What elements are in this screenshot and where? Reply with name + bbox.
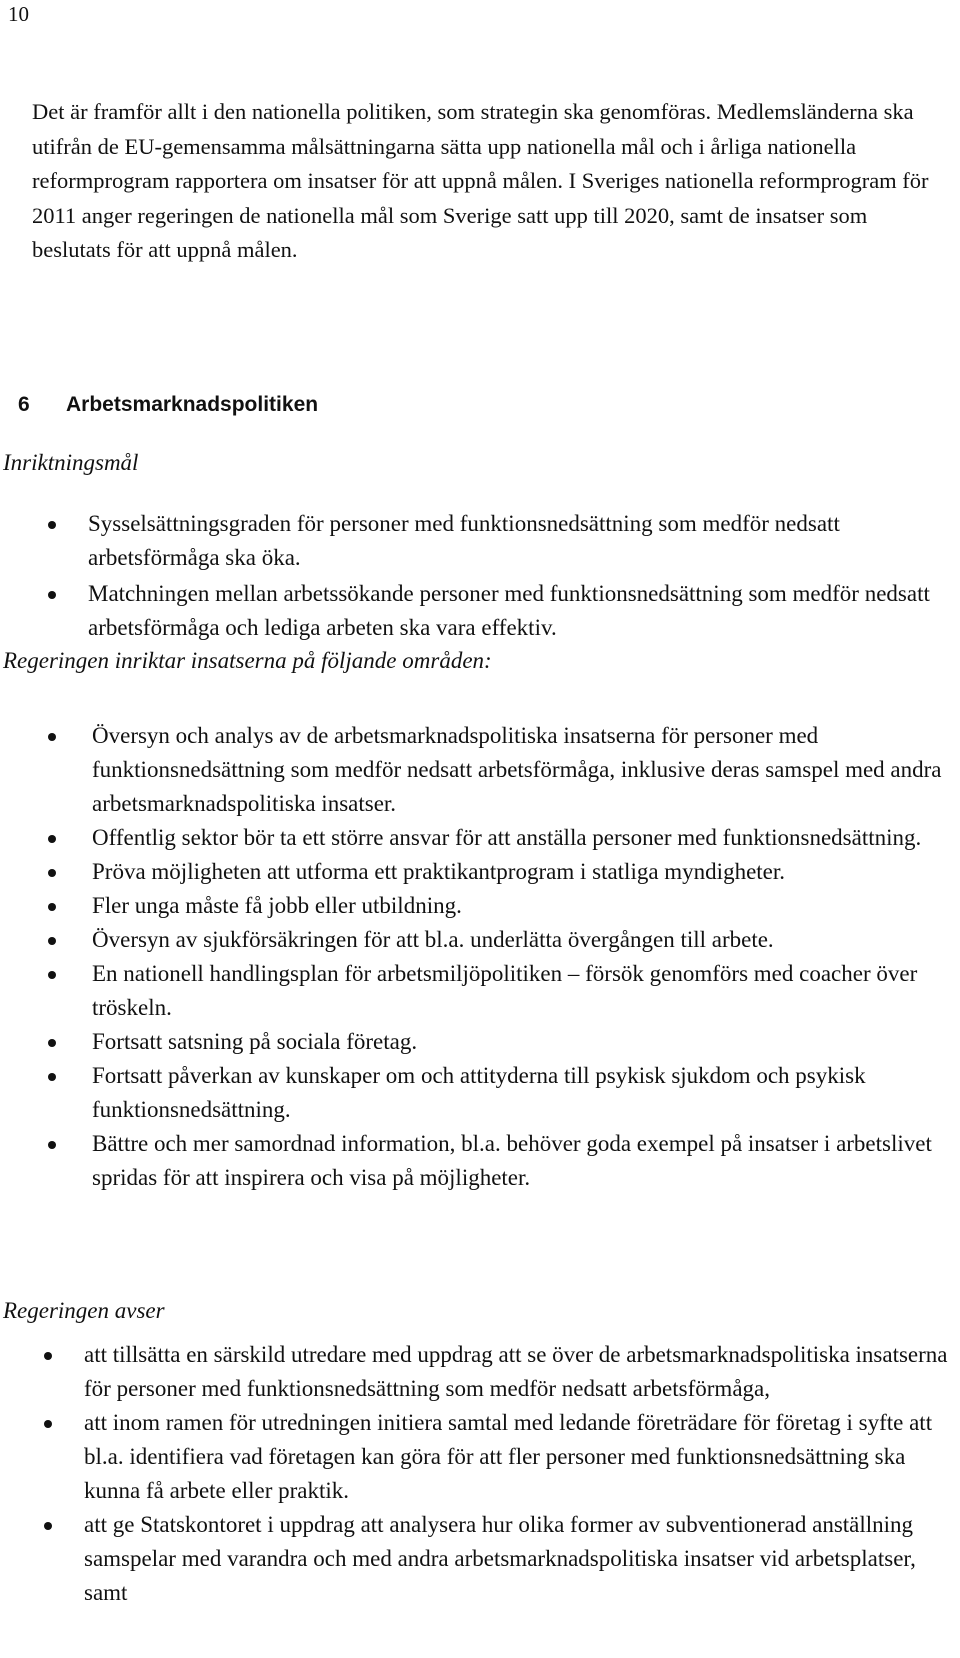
list-item: Fortsatt satsning på sociala företag. — [92, 1025, 958, 1059]
section-heading — [18, 393, 318, 417]
page-number: 10 — [8, 2, 29, 26]
list-item: Översyn av sjukförsäkringen för att bl.a. underlätta övergången till arbete. — [92, 923, 958, 957]
bullet-icon — [48, 1039, 56, 1047]
list-item: Offentlig sektor bör ta ett större ansvar för att anställa personer med funktionsnedsättning. — [92, 821, 958, 855]
list-item: att inom ramen för utredningen initiera samtal med ledande företrädare för företag i syfte att bl.a. identifiera vad företagen kan göra för att fler personer med funktionsnedsättning ska kunna få arbete eller praktik. — [84, 1406, 958, 1508]
list-item: Matchningen mellan arbetssökande personer med funktionsnedsättning som medför nedsatt arbetsförmåga och lediga arbeten ska vara effektiv. — [88, 577, 958, 645]
bullet-icon — [48, 591, 56, 599]
bullet-icon — [44, 1522, 52, 1530]
bullet-icon — [48, 971, 56, 979]
bullet-icon — [48, 937, 56, 945]
bullet-icon — [48, 903, 56, 911]
focus-list — [92, 719, 958, 1195]
bullet-icon — [48, 1141, 56, 1149]
goals-list — [88, 507, 958, 645]
list-item: Sysselsättningsgraden för personer med funktionsnedsättning som medför nedsatt arbetsförmåga ska öka. — [88, 507, 958, 575]
intro-paragraph: Det är framför allt i den nationella politiken, som strategin ska genomföras. Medlemsländerna ska utifrån de EU-gemensamma målsättningarna sätta upp nationella mål och i årliga nationella reformprogram rapportera om insatser för att uppnå målen. I Sveriges nationella reformprogram för 2011 anger regeringen de nationella mål som Sverige satt upp till 2020, samt de insatser som beslutats för att uppnå målen. — [32, 99, 929, 262]
focus-heading: Regeringen inriktar insatserna på följande områden: — [3, 648, 492, 673]
bullet-icon — [48, 835, 56, 843]
plans-list — [84, 1338, 958, 1610]
bullet-icon — [44, 1352, 52, 1360]
list-item: att ge Statskontoret i uppdrag att analysera hur olika former av subventionerad anställning samspelar med varandra och med andra arbetsmarknadspolitiska insatser vid arbetsplatser, samt — [84, 1508, 958, 1610]
list-item: Pröva möjligheten att utforma ett praktikantprogram i statliga myndigheter. — [92, 855, 958, 889]
plans-heading: Regeringen avser — [3, 1298, 165, 1323]
section-title: Arbetsmarknadspolitiken — [66, 393, 319, 416]
goals-heading: Inriktningsmål — [3, 450, 139, 475]
list-item: Bättre och mer samordnad information, bl.a. behöver goda exempel på insatser i arbetslivet spridas för att inspirera och visa på möjligheter. — [92, 1127, 958, 1195]
bullet-icon — [48, 869, 56, 877]
list-item: Fortsatt påverkan av kunskaper om och attityderna till psykisk sjukdom och psykisk funktionsnedsättning. — [92, 1059, 958, 1127]
section-number: 6 — [18, 393, 30, 416]
list-item: En nationell handlingsplan för arbetsmiljöpolitiken – försök genomförs med coacher över tröskeln. — [92, 957, 958, 1025]
list-item: Översyn och analys av de arbetsmarknadspolitiska insatserna för personer med funktionsnedsättning som medför nedsatt arbetsförmåga, inklusive deras samspel med andra arbetsmarknadspolitiska insatser. — [92, 719, 958, 821]
bullet-icon — [48, 1073, 56, 1081]
list-item: Fler unga måste få jobb eller utbildning. — [92, 889, 958, 923]
bullet-icon — [44, 1420, 52, 1428]
bullet-icon — [48, 733, 56, 741]
list-item: att tillsätta en särskild utredare med uppdrag att se över de arbetsmarknadspolitiska insatserna för personer med funktionsnedsättning som medför nedsatt arbetsförmåga, — [84, 1338, 958, 1406]
bullet-icon — [48, 521, 56, 529]
